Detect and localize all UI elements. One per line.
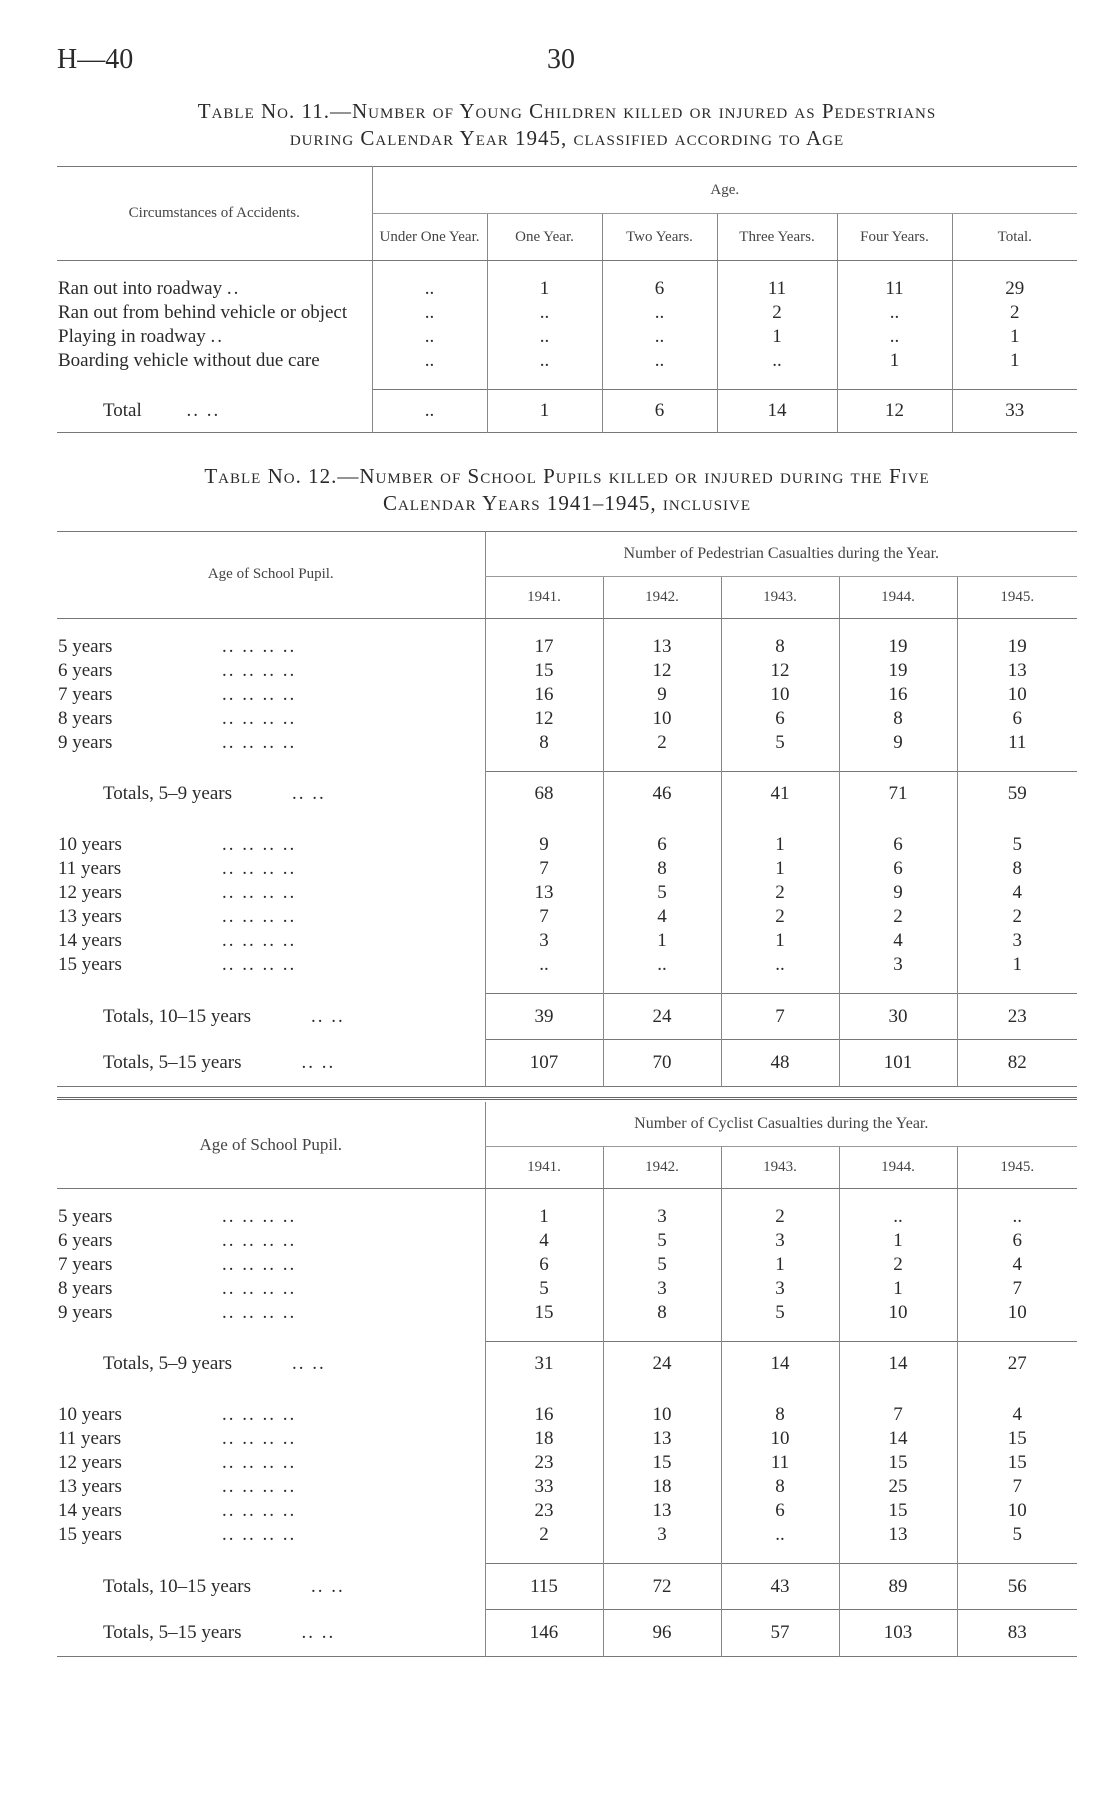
table-row: 15 years .. .. .. .. 2 3 .. 13 5: [57, 1523, 1077, 1547]
table-row: 13 years .. .. .. .. 33 18 8 25 7: [57, 1475, 1077, 1499]
table-12-pedestrian: [57, 531, 1077, 1087]
total-row: Totals, 5–9 years .. .. 31 24 14 14 27: [57, 1341, 1077, 1387]
col-cyclist-group: Number of Cyclist Casualties during the Year.: [485, 1102, 1077, 1147]
col-three-years: Three Years.: [717, 214, 837, 261]
total-row: Totals, 10–15 years .. .. 39 24 7 30 23: [57, 994, 1077, 1040]
page-header: [57, 40, 1077, 80]
table-row: Ran out into roadway .. .. 1 6 11 11 29: [57, 277, 1077, 301]
col-year-1941: 1941.: [485, 1146, 603, 1188]
total-row: Totals, 5–9 years .. .. 68 46 41 71 59: [57, 771, 1077, 817]
col-year-1942: 1942.: [603, 576, 721, 618]
table-row: 8 years .. .. .. .. 12 10 6 8 6: [57, 707, 1077, 731]
col-year-1943: 1943.: [721, 1146, 839, 1188]
col-year-1944: 1944.: [839, 576, 957, 618]
table-11: [57, 166, 1077, 433]
section-divider: [57, 1097, 1077, 1100]
total-row: Totals, 5–15 years .. .. 107 70 48 101 82: [57, 1040, 1077, 1087]
table-row: 5 years .. .. .. .. 1 3 2 .. ..: [57, 1205, 1077, 1229]
table-row: 12 years .. .. .. .. 23 15 11 15 15: [57, 1451, 1077, 1475]
col-four-years: Four Years.: [837, 214, 952, 261]
table-12-cyclist: [57, 1102, 1077, 1657]
col-age-of-pupil: Age of School Pupil.: [57, 1102, 485, 1189]
table-row: Boarding vehicle without due care .. .. .. .. 1 1: [57, 349, 1077, 373]
cyclist-body: [57, 1188, 1077, 1656]
table-row: 10 years .. .. .. .. 16 10 8 7 4: [57, 1403, 1077, 1427]
table-11-title: Table No. 11.—Number of Young Children killed or injured as Pedestrians during Calendar Year 1945, classified according to Age: [197, 99, 937, 150]
document-page: [57, 40, 1077, 1657]
table-row: 13 years .. .. .. .. 7 4 2 2 2: [57, 905, 1077, 929]
table-row: 5 years .. .. .. .. 17 13 8 19 19: [57, 635, 1077, 659]
table-row: 9 years .. .. .. .. 15 8 5 10 10: [57, 1301, 1077, 1325]
table-row: 6 years .. .. .. .. 15 12 12 19 13: [57, 659, 1077, 683]
table-row: 14 years .. .. .. .. 23 13 6 15 10: [57, 1499, 1077, 1523]
pedestrian-body: [57, 618, 1077, 1086]
table-row: 7 years .. .. .. .. 6 5 1 2 4: [57, 1253, 1077, 1277]
table-row: 9 years .. .. .. .. 8 2 5 9 11: [57, 731, 1077, 755]
col-one-year: One Year.: [487, 214, 602, 261]
total-row: Totals, 10–15 years .. .. 115 72 43 89 56: [57, 1564, 1077, 1610]
col-year-1944: 1944.: [839, 1146, 957, 1188]
col-total: Total.: [952, 214, 1077, 261]
table-row: 15 years .. .. .. .. .. .. .. 3 1: [57, 953, 1077, 977]
col-under-one: Under One Year.: [372, 214, 487, 261]
col-two-years: Two Years.: [602, 214, 717, 261]
table-row: 10 years .. .. .. .. 9 6 1 6 5: [57, 833, 1077, 857]
table-row: Playing in roadway .. .. .. .. 1 .. 1: [57, 325, 1077, 349]
document-reference: H—40: [57, 44, 134, 75]
col-year-1942: 1942.: [603, 1146, 721, 1188]
col-year-1943: 1943.: [721, 576, 839, 618]
table-12-title: Table No. 12.—Number of School Pupils killed or injured during the Five Calendar Years 1941–1945, inclusive: [204, 463, 930, 515]
table-row: 12 years .. .. .. .. 13 5 2 9 4: [57, 881, 1077, 905]
table-row: 14 years .. .. .. .. 3 1 1 4 3: [57, 929, 1077, 953]
col-pedestrian-group: Number of Pedestrian Casualties during the Year.: [485, 531, 1077, 576]
table-row: 7 years .. .. .. .. 16 9 10 16 10: [57, 683, 1077, 707]
table-row: Ran out from behind vehicle or object .. .. .. 2 .. 2: [57, 301, 1077, 325]
table-row: 11 years .. .. .. .. 18 13 10 14 15: [57, 1427, 1077, 1451]
page-number: 30: [547, 44, 575, 75]
table-row: 11 years .. .. .. .. 7 8 1 6 8: [57, 857, 1077, 881]
col-age-group: Age.: [372, 167, 1077, 214]
col-year-1941: 1941.: [485, 576, 603, 618]
total-row: Totals, 5–15 years .. .. 146 96 57 103 83: [57, 1610, 1077, 1657]
col-year-1945: 1945.: [957, 576, 1077, 618]
total-row: Total .. .. .. 1 6 14 12 33: [57, 390, 1077, 433]
col-age-of-pupil: Age of School Pupil.: [57, 531, 485, 618]
col-circumstances: Circumstances of Accidents.: [57, 167, 372, 261]
table-row: 6 years .. .. .. .. 4 5 3 1 6: [57, 1229, 1077, 1253]
col-year-1945: 1945.: [957, 1146, 1077, 1188]
table-row: 8 years .. .. .. .. 5 3 3 1 7: [57, 1277, 1077, 1301]
